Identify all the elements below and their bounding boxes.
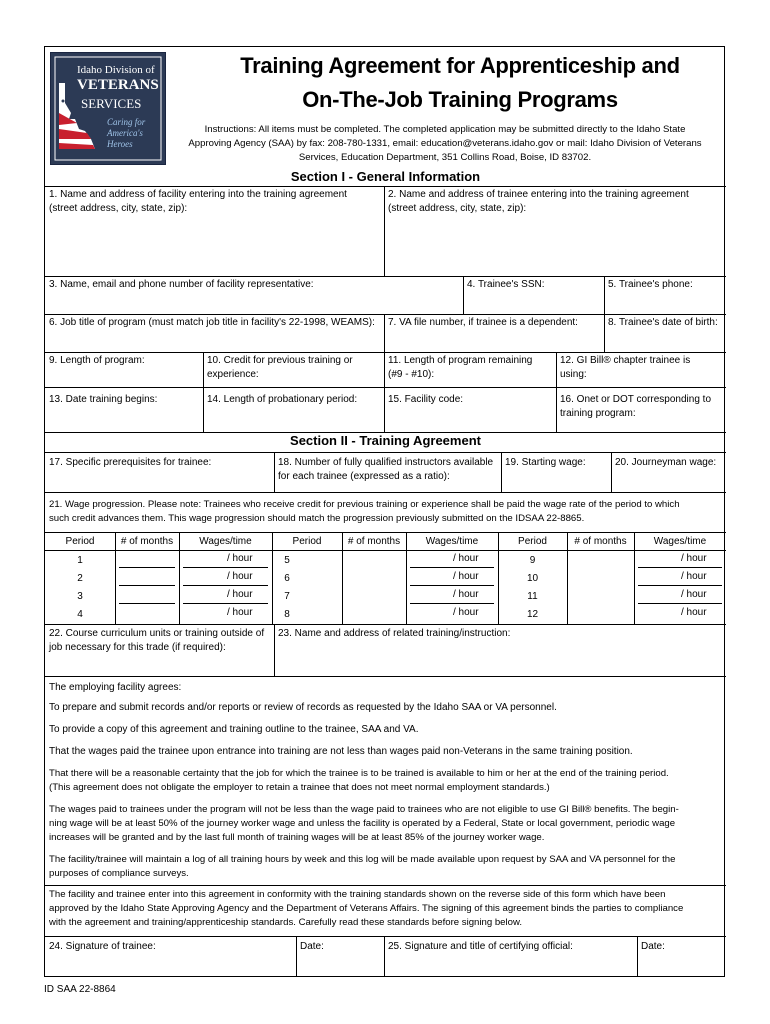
field-18-label-sub: for each trainee (expressed as a ratio): <box>278 471 450 482</box>
field-22-label: 22. Course curriculum units or training outside of <box>49 628 265 639</box>
table-header-months-1: # of months <box>120 536 174 547</box>
agreement-item-6-sub: purposes of compliance surveys. <box>49 868 189 879</box>
logo-tag1: Caring for <box>107 117 146 127</box>
instructions-line2: Approving Agency (SAA) by fax: 208-780-1331, email: education@veterans.idaho.gov or mail: Idaho Division of Veterans <box>188 138 702 149</box>
idaho-veterans-logo <box>50 52 166 165</box>
per-hour-label: / hour <box>453 589 479 600</box>
instructions-line1: Instructions: All items must be completed. The completed application may be submitted directly to the Idaho State <box>204 124 686 135</box>
instructions <box>165 123 725 165</box>
logo-line2: VETERANS <box>77 77 159 93</box>
field-2-label: 2. Name and address of trainee entering into the training agreement <box>388 189 689 200</box>
agreement-item-4: That there will be a reasonable certainty that the job for which the trainee is to be trained is available to him or her at the end of the training period. <box>49 768 669 779</box>
form-title-line2: On-The-Job Training Programs <box>302 87 618 112</box>
period-label: 12 <box>526 609 539 620</box>
field-21-label: 21. Wage progression. Please note: Trainees who receive credit for previous training or experience shall be paid the wage rate of the period to which <box>49 499 680 510</box>
field-18-label: 18. Number of fully qualified instructors available <box>278 457 494 468</box>
table-header-wages-2: Wages/time <box>425 536 479 547</box>
official-date-label: Date: <box>641 941 665 952</box>
field-20-label: 20. Journeyman wage: <box>615 457 717 468</box>
logo-line1: Idaho Division of <box>77 64 155 76</box>
table-header-period-1: Period <box>65 536 95 547</box>
trainee-dob-input[interactable] <box>608 331 722 349</box>
field-11-label: 11. Length of program remaining <box>388 355 533 366</box>
trainee-date-label: Date: <box>300 941 324 952</box>
field-3-label: 3. Name, email and phone number of facility representative: <box>49 279 314 290</box>
field-21-label-sub: such credit advances them. This wage progression should match the progression previously submitted on the IDSAA 22-8865. <box>49 513 585 524</box>
agreement-item-5: The wages paid to trainees under the program will not be less than the wage paid to trainees who are not eligible to use GI Bill® benefits. The begin- <box>49 804 679 815</box>
period-label: 9 <box>529 555 536 566</box>
months-input-col-2[interactable] <box>344 552 404 622</box>
period-label: 2 <box>77 573 83 584</box>
trainee-ssn-input[interactable] <box>467 293 600 311</box>
instructions-line3: Services, Education Department, 351 Collins Road, Boise, ID 83702. <box>298 152 592 163</box>
field-25-label: 25. Signature and title of certifying official: <box>388 941 573 952</box>
table-header-period-2: Period <box>292 536 322 547</box>
field-4-label: 4. Trainee's SSN: <box>467 279 545 290</box>
field-1-label-sub: (street address, city, state, zip): <box>49 203 188 214</box>
period-label: 7 <box>284 591 290 602</box>
facility-name-address-input[interactable] <box>49 217 379 273</box>
field-7-label: 7. VA file number, if trainee is a dependent: <box>388 317 578 328</box>
trainee-signature-input[interactable] <box>49 955 292 973</box>
field-14-label: 14. Length of probationary period: <box>207 394 358 405</box>
per-hour-label: / hour <box>453 607 479 618</box>
field-11-label-sub: (#9 - #10): <box>388 369 435 380</box>
agreement-item-5-sub1: ning wage will be at least 50% of the journey worker wage and unless the facility is operated by a Federal, State or local government, periodic wage <box>49 818 676 829</box>
field-1-label: 1. Name and address of facility entering into the training agreement <box>49 189 347 200</box>
field-2-label-sub: (street address, city, state, zip): <box>388 203 527 214</box>
per-hour-label: / hour <box>227 553 253 564</box>
field-12-label: 12. GI Bill® chapter trainee is <box>560 355 691 366</box>
facility-rep-input[interactable] <box>49 293 459 311</box>
per-hour-label: / hour <box>453 571 479 582</box>
per-hour-label: / hour <box>681 553 707 564</box>
official-date-input[interactable] <box>641 955 722 973</box>
agreement-item-3: That the wages paid the trainee upon entrance into training are not less than wages paid non-Veterans in the same training position. <box>49 746 633 757</box>
official-signature-input[interactable] <box>388 955 633 973</box>
job-title-input[interactable] <box>49 331 380 349</box>
period-label: 5 <box>284 555 290 566</box>
agreement-conformity: The facility and trainee enter into this agreement in conformity with the training standards shown on the reverse side of this form which have been <box>49 889 666 900</box>
per-hour-label: / hour <box>681 571 707 582</box>
period-label: 10 <box>526 573 539 584</box>
period-label: 4 <box>77 609 83 620</box>
field-17-label: 17. Specific prerequisites for trainee: <box>49 457 212 468</box>
months-input-col-1[interactable] <box>117 552 177 622</box>
period-label: 3 <box>77 591 83 602</box>
agreement-conformity-sub1: approved by the Idaho State Approving Agency and the Department of Veterans Affairs. The signing of this agreement binds the parties to compliance <box>49 903 684 914</box>
table-header-wages-3: Wages/time <box>653 536 707 547</box>
per-hour-label: / hour <box>681 607 707 618</box>
field-23-label: 23. Name and address of related training/instruction: <box>278 628 511 639</box>
form-id: ID SAA 22-8864 <box>44 984 116 995</box>
form-title-line1: Training Agreement for Apprenticeship and <box>240 53 680 78</box>
section-1-title: Section I - General Information <box>290 169 481 184</box>
agreement-item-5-sub2: increases will be granted and by the last full month of training wages will be at least 85% of the journey worker wage. <box>49 832 545 843</box>
trainee-name-address-input[interactable] <box>388 217 722 273</box>
agreement-item-1: To prepare and submit records and/or reports or review of records as requested by the Idaho SAA or VA personnel. <box>49 702 557 713</box>
field-24-label: 24. Signature of trainee: <box>49 941 156 952</box>
per-hour-label: / hour <box>227 589 253 600</box>
agreement-item-4-sub: (This agreement does not obligate the employer to retain a trainee that does not meet normal employment standards.) <box>49 782 550 793</box>
section-2-title: Section II - Training Agreement <box>290 433 481 448</box>
field-12-label-sub: using: <box>560 369 587 380</box>
months-input-col-3[interactable] <box>569 552 632 622</box>
field-13-label: 13. Date training begins: <box>49 394 158 405</box>
agreement-conformity-sub2: with the agreement and training/apprenticeship standards. Carefully read these standards before signing below. <box>49 917 523 928</box>
table-header-period-3: Period <box>518 536 547 547</box>
period-label: 1 <box>77 555 83 566</box>
field-15-label: 15. Facility code: <box>388 394 464 405</box>
agreement-item-2: To provide a copy of this agreement and training outline to the trainee, SAA and VA. <box>49 724 419 735</box>
logo-line3: SERVICES <box>81 96 142 111</box>
period-label: 6 <box>284 573 290 584</box>
training-agreement-form <box>44 46 725 977</box>
agreement-item-6: The facility/trainee will maintain a log of all training hours by week and this log will be made available upon request by SAA and VA personnel for the <box>49 854 676 865</box>
table-header-months-3: # of months <box>574 536 627 547</box>
logo-tag2: America's <box>107 128 143 138</box>
period-label: 11 <box>527 591 538 602</box>
per-hour-label: / hour <box>227 607 253 618</box>
field-16-label: 16. Onet or DOT corresponding to <box>560 394 712 405</box>
field-10-label: 10. Credit for previous training or <box>207 355 353 366</box>
per-hour-label: / hour <box>681 589 707 600</box>
trainee-phone-input[interactable] <box>608 293 722 311</box>
table-header-months-2: # of months <box>347 536 401 547</box>
va-file-number-input[interactable] <box>388 331 600 349</box>
field-19-label: 19. Starting wage: <box>505 457 586 468</box>
per-hour-label: / hour <box>453 553 479 564</box>
field-8-label: 8. Trainee's date of birth: <box>608 317 718 328</box>
field-16-label-sub: training program: <box>560 408 636 419</box>
agreement-intro: The employing facility agrees: <box>49 682 182 693</box>
field-22-label-sub: job necessary for this trade (if required): <box>49 642 226 653</box>
field-10-label-sub: experience: <box>207 369 259 380</box>
field-9-label: 9. Length of program: <box>49 355 145 366</box>
trainee-date-input[interactable] <box>300 955 380 973</box>
table-header-wages-1: Wages/time <box>199 536 252 547</box>
period-label: 8 <box>284 609 290 620</box>
logo-tag3: Heroes <box>107 139 133 149</box>
field-5-label: 5. Trainee's phone: <box>608 279 693 290</box>
related-training-input[interactable] <box>278 643 722 673</box>
per-hour-label: / hour <box>227 571 253 582</box>
field-6-label: 6. Job title of program (must match job title in facility's 22-1998, WEAMS): <box>49 317 375 328</box>
